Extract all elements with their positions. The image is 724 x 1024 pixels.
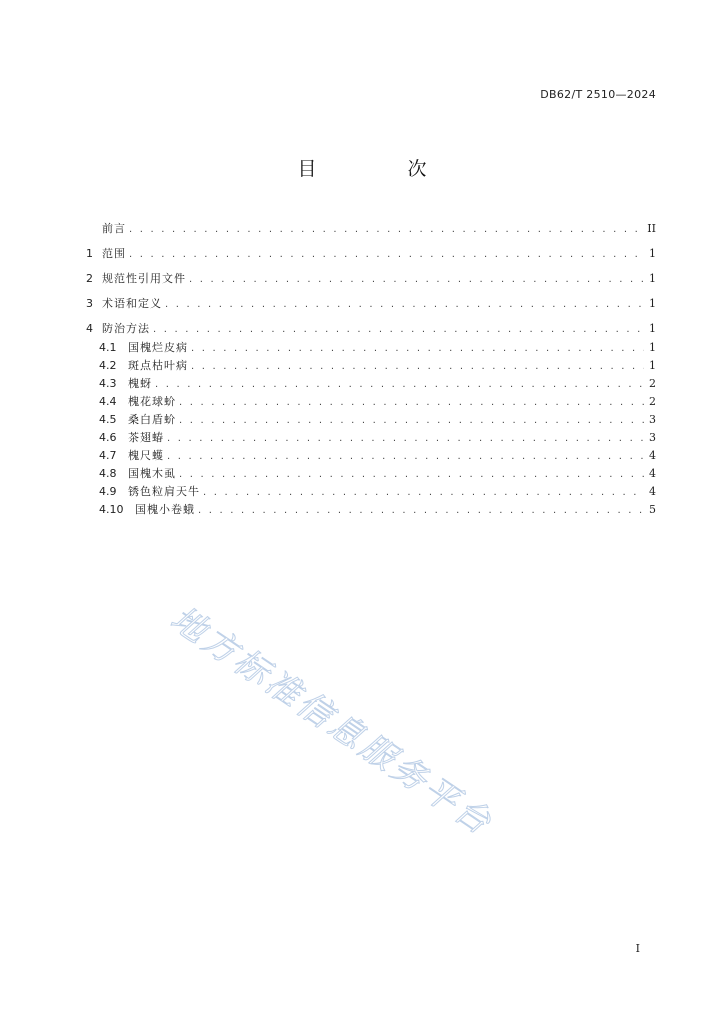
toc-leader-dots	[155, 379, 644, 390]
toc-subentry-4-9[interactable]	[86, 483, 656, 501]
toc-leader-dots	[191, 361, 644, 372]
toc-entry-control-methods[interactable]	[86, 320, 656, 339]
toc-subentry-4-7[interactable]	[86, 447, 656, 465]
toc-entry-number: 4.3	[99, 377, 117, 390]
table-of-contents	[86, 220, 656, 519]
toc-subentry-4-8[interactable]	[86, 465, 656, 483]
toc-entry-title: 规范性引用文件	[102, 272, 186, 285]
toc-entry-number: 4.2	[99, 359, 117, 372]
toc-subentry-4-2[interactable]	[86, 357, 656, 375]
toc-entry-page: 1	[649, 297, 656, 310]
toc-entry-title: 茶翅蝽	[128, 431, 164, 444]
toc-entry-title: 斑点枯叶病	[128, 359, 188, 372]
toc-leader-dots	[179, 397, 644, 408]
toc-leader-dots	[167, 451, 644, 462]
toc-entry-page: 2	[649, 377, 656, 390]
toc-entry-title: 槐蚜	[128, 377, 152, 390]
toc-entry-page: 1	[649, 359, 656, 372]
toc-entry-title: 槐花球蚧	[128, 395, 176, 408]
toc-entry-number: 3	[86, 297, 93, 310]
toc-entry-title: 国槐小卷蛾	[135, 503, 195, 516]
toc-subentry-4-4[interactable]	[86, 393, 656, 411]
toc-leader-dots	[129, 249, 644, 260]
toc-entry-title: 术语和定义	[102, 297, 162, 310]
toc-entry-title: 防治方法	[102, 322, 150, 335]
toc-entry-title: 国槐木虱	[128, 467, 176, 480]
toc-entry-number: 2	[86, 272, 93, 285]
page-number: I	[635, 942, 640, 955]
toc-leader-dots	[189, 274, 644, 285]
toc-entry-scope[interactable]	[86, 245, 656, 264]
toc-leader-dots	[165, 299, 644, 310]
toc-entry-page: 1	[649, 272, 656, 285]
toc-entry-number: 4.8	[99, 467, 117, 480]
toc-leader-dots	[153, 324, 644, 335]
watermark: 地方标准信息服务平台	[163, 598, 501, 845]
toc-entry-page: 2	[649, 395, 656, 408]
toc-entry-page: 4	[649, 485, 656, 498]
toc-entry-terms-definitions[interactable]	[86, 295, 656, 314]
toc-entry-title: 前言	[102, 222, 126, 235]
toc-entry-number: 1	[86, 247, 93, 260]
toc-entry-page: 3	[649, 413, 656, 426]
toc-entry-number: 4.9	[99, 485, 117, 498]
toc-subentry-4-1[interactable]	[86, 339, 656, 357]
toc-subentry-4-10[interactable]	[86, 501, 656, 519]
toc-leader-dots	[203, 487, 644, 498]
toc-entry-page: II	[647, 222, 656, 235]
toc-subentry-4-3[interactable]	[86, 375, 656, 393]
toc-entry-foreword[interactable]	[86, 220, 656, 239]
toc-leader-dots	[129, 224, 643, 235]
toc-entry-number: 4.4	[99, 395, 117, 408]
toc-entry-title: 锈色粒肩天牛	[128, 485, 200, 498]
toc-leader-dots	[198, 505, 644, 516]
toc-entry-normative-references[interactable]	[86, 270, 656, 289]
toc-entry-number: 4.5	[99, 413, 117, 426]
toc-entry-page: 4	[649, 449, 656, 462]
toc-subentry-4-5[interactable]	[86, 411, 656, 429]
toc-entry-page: 1	[649, 341, 656, 354]
toc-entry-title: 范围	[102, 247, 126, 260]
toc-entry-number: 4	[86, 322, 93, 335]
toc-entry-number: 4.7	[99, 449, 117, 462]
toc-entry-title: 国槐烂皮病	[128, 341, 188, 354]
toc-entry-title: 槐尺蠖	[128, 449, 164, 462]
toc-subentry-4-6[interactable]	[86, 429, 656, 447]
toc-entry-number: 4.10	[99, 503, 124, 516]
toc-leader-dots	[191, 343, 644, 354]
page-title: 目 次	[297, 158, 463, 180]
toc-leader-dots	[179, 469, 644, 480]
toc-entry-number: 4.1	[99, 341, 117, 354]
toc-entry-number: 4.6	[99, 431, 117, 444]
toc-leader-dots	[179, 415, 644, 426]
toc-entry-page: 5	[649, 503, 656, 516]
toc-entry-page: 1	[649, 247, 656, 260]
toc-entry-page: 1	[649, 322, 656, 335]
toc-entry-page: 3	[649, 431, 656, 444]
toc-entry-page: 4	[649, 467, 656, 480]
document-code: DB62/T 2510—2024	[540, 88, 656, 101]
toc-entry-title: 桑白盾蚧	[128, 413, 176, 426]
toc-leader-dots	[167, 433, 644, 444]
